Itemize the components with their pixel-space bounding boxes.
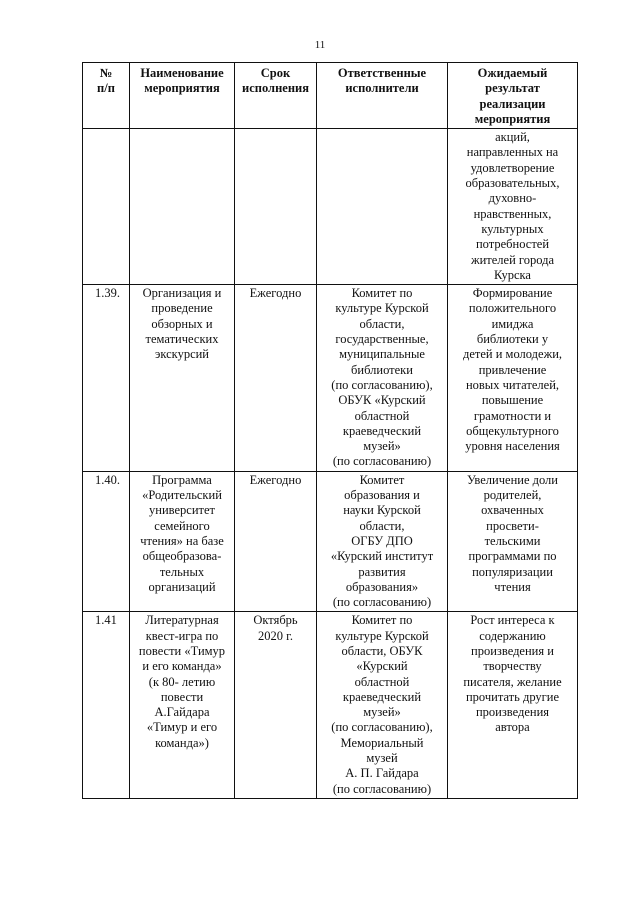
- table-row: [83, 612, 578, 799]
- cell-expected-result: Увеличение доли родителей, охваченных просвети- тельскими программами по популяризации чтения: [448, 471, 578, 612]
- cell-number: 1.41: [83, 612, 130, 799]
- cell-responsible: [317, 129, 448, 285]
- cell-event-name: Организация и проведение обзорных и тематических экскурсий: [130, 285, 235, 472]
- cell-expected-result: Формирование положительного имиджа библиотеки у детей и молодежи, привлечение новых читателей, повышение грамотности и общекультурного уровня населения: [448, 285, 578, 472]
- cell-number: 1.40.: [83, 471, 130, 612]
- cell-event-name: Программа «Родительский университет семейного чтения» на базе общеобразова- тельных организаций: [130, 471, 235, 612]
- table-row: [83, 285, 578, 472]
- cell-deadline: Ежегодно: [235, 471, 317, 612]
- header-expected-result: Ожидаемый результат реализации мероприятия: [448, 63, 578, 129]
- cell-responsible: Комитет образования и науки Курской области, ОГБУ ДПО «Курский институт развития образования» (по согласованию): [317, 471, 448, 612]
- cell-responsible: Комитет по культуре Курской области, государственные, муниципальные библиотеки (по согласованию), ОБУК «Курский областной краеведческий музей» (по согласованию): [317, 285, 448, 472]
- cell-expected-result: Рост интереса к содержанию произведения и творчеству писателя, желание прочитать другие произведения автора: [448, 612, 578, 799]
- table-header-row: [83, 63, 578, 129]
- table-row: [83, 471, 578, 612]
- cell-number: [83, 129, 130, 285]
- table-row: [83, 129, 578, 285]
- header-deadline: Срок исполнения: [235, 63, 317, 129]
- cell-event-name: Литературная квест-игра по повести «Тимур и его команда» (к 80- летию повести А.Гайдара «Тимур и его команда»): [130, 612, 235, 799]
- cell-number: 1.39.: [83, 285, 130, 472]
- cell-deadline: Октябрь 2020 г.: [235, 612, 317, 799]
- header-event-name: Наименование мероприятия: [130, 63, 235, 129]
- cell-responsible: Комитет по культуре Курской области, ОБУК «Курский областной краеведческий музей» (по согласованию), Мемориальный музей А. П. Гайдара (по согласованию): [317, 612, 448, 799]
- cell-deadline: [235, 129, 317, 285]
- cell-deadline: Ежегодно: [235, 285, 317, 472]
- header-responsible: Ответственные исполнители: [317, 63, 448, 129]
- cell-event-name: [130, 129, 235, 285]
- cell-expected-result: акций, направленных на удовлетворение образовательных, духовно- нравственных, культурных потребностей жителей города Курска: [448, 129, 578, 285]
- page-number: 11: [314, 39, 326, 51]
- header-number: № п/п: [83, 63, 130, 129]
- events-table: [82, 62, 578, 799]
